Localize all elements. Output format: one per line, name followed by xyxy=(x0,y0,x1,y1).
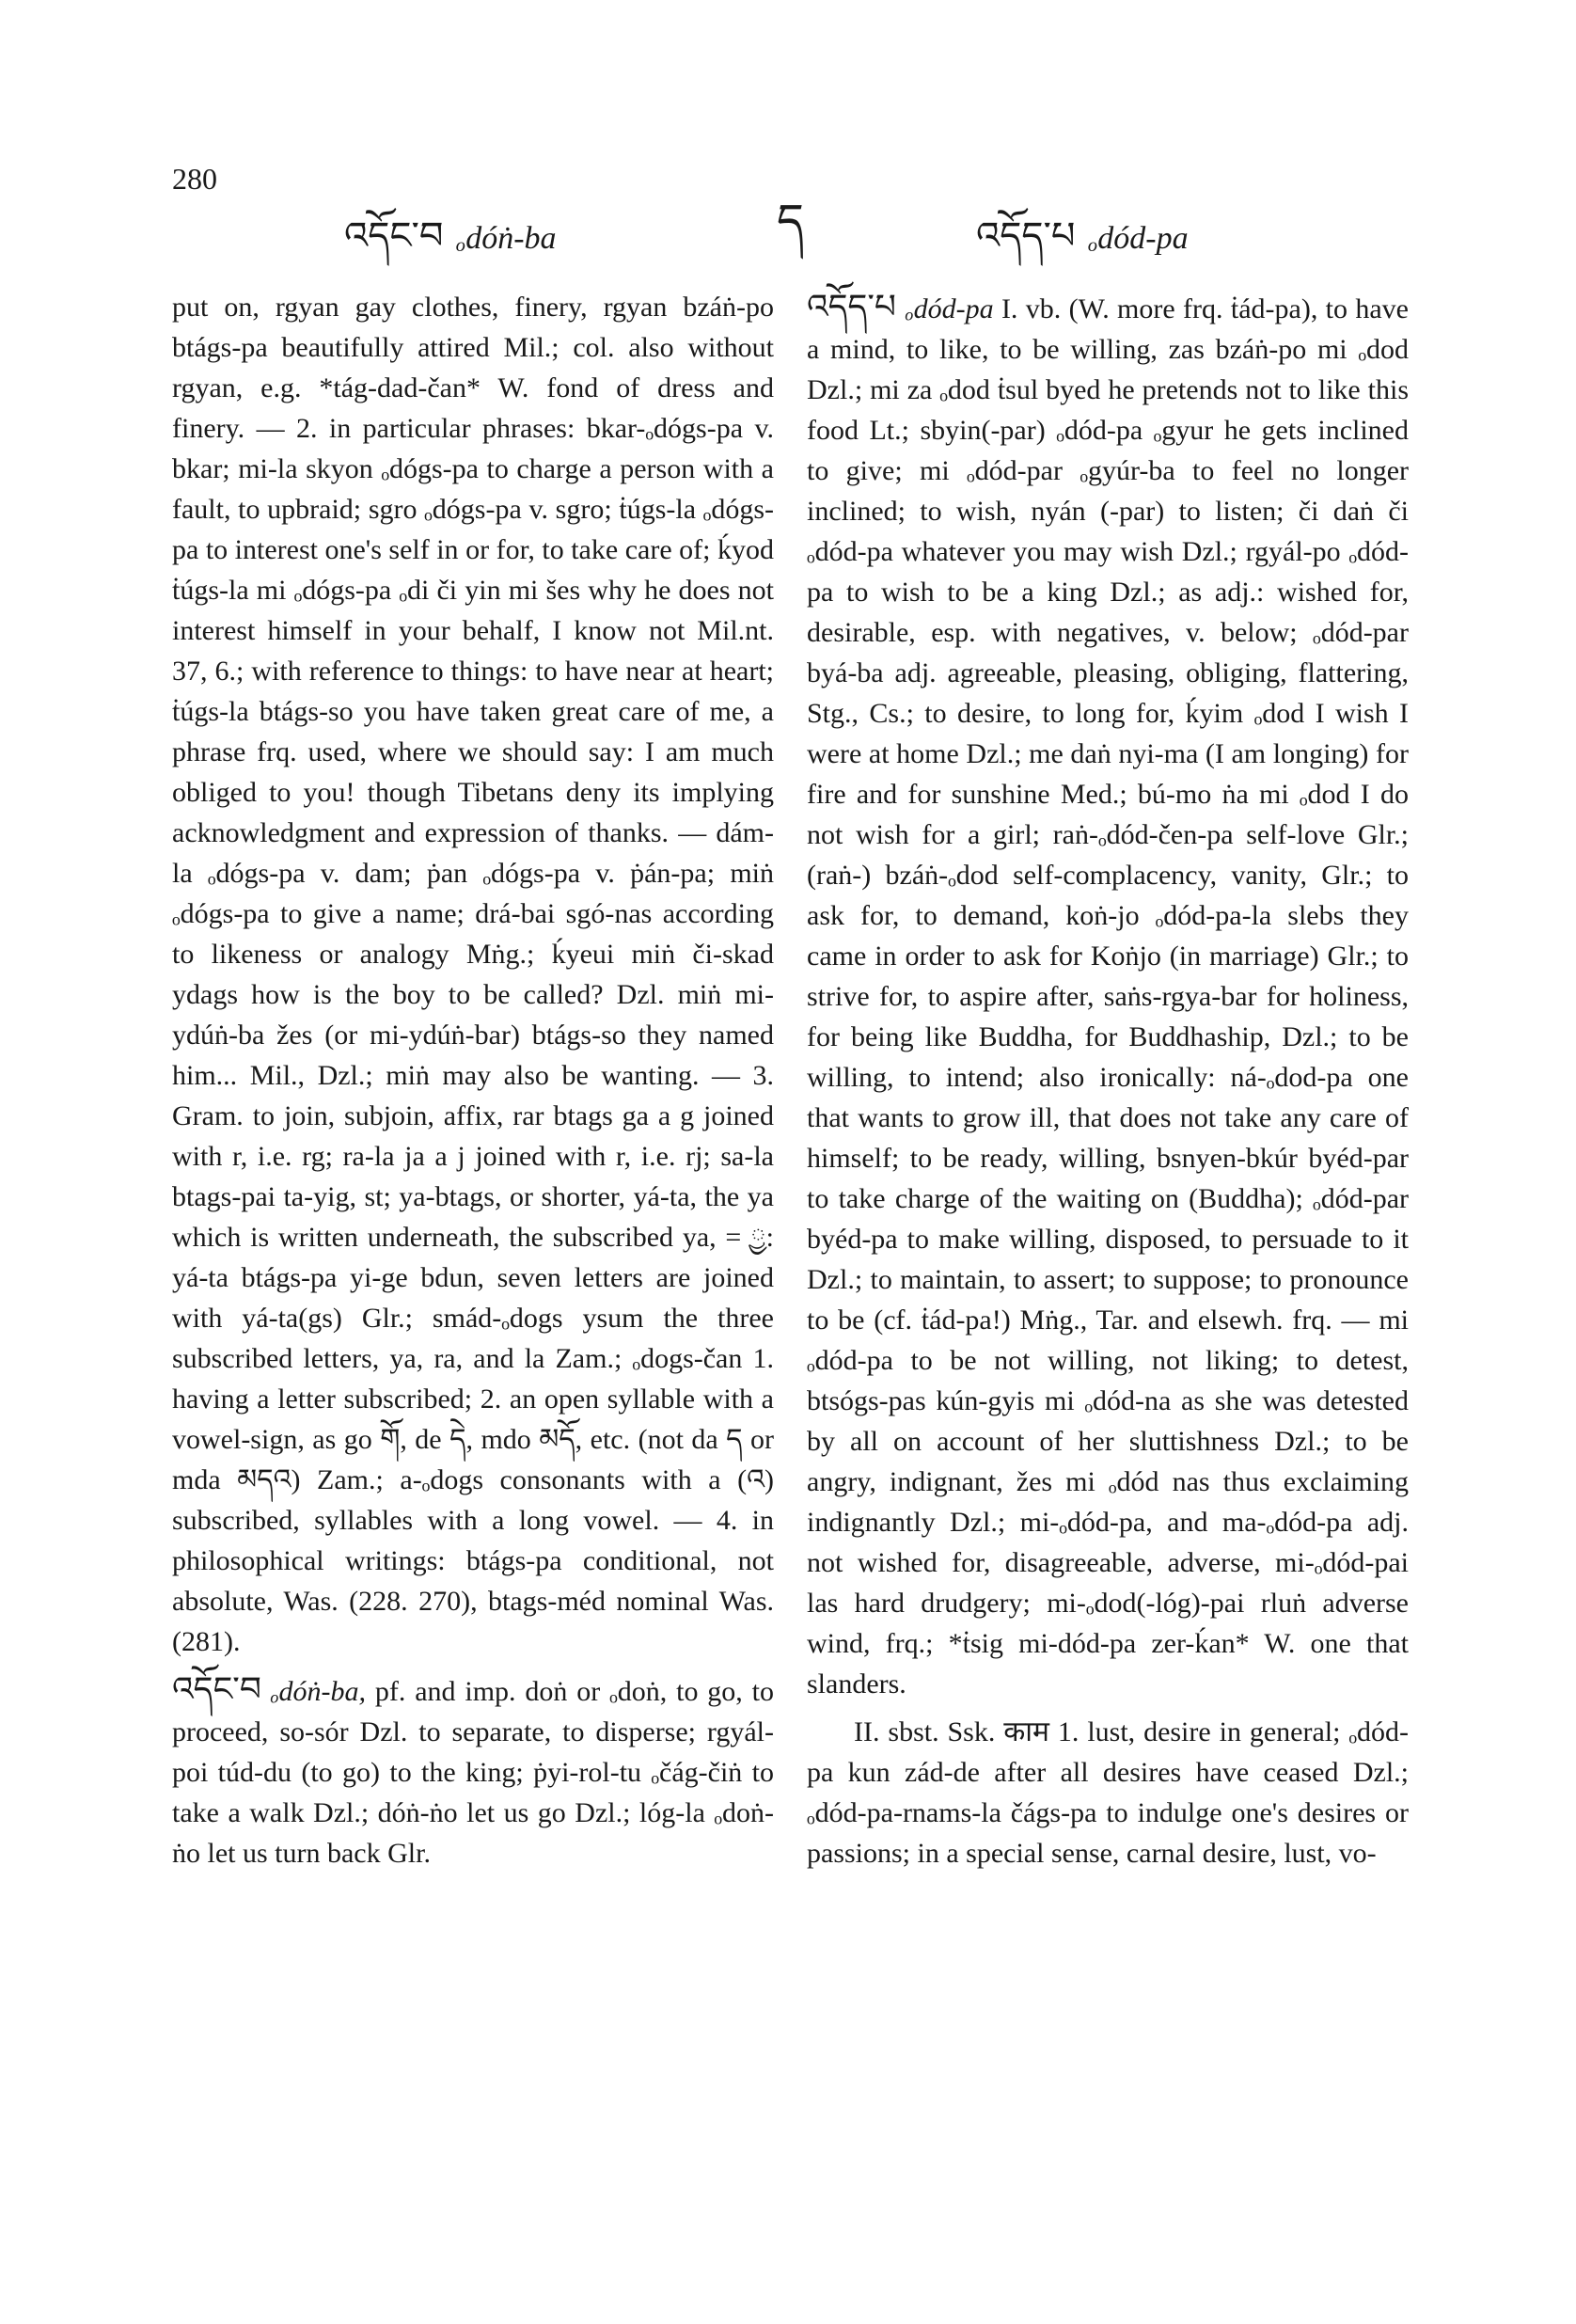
entry-text: put on, rgyan gay clothes, finery, rgyan bzáṅ-po btágs-pa beautifully attired Mil.; col. also without rgyan, e.g. *tág-dad-čan* W. fond of dress and finery. — 2. in particular phrases: bkar-ₒdógs-pa v. bkar; mi-la skyon ₒdógs-pa to charge a person with a fault, to upbraid; sgro ₒdógs-pa v. sgro; ṫúgs-la ₒdógs-pa to interest one's self in or for, to take care of; ḱyod ṫúgs-la mi ₒdógs-pa ₒdi či yin mi šes why he does not interest himself in your behalf, I know not Mil.nt. 37, 6.; with reference to things: to have near at heart; ṫúgs-la btágs-so you have taken great care of me, a phrase frq. used, where we should say: I am much obliged to you! though Tibetans deny its implying acknowledgment and expression of thanks. — dám-la ₒdógs-pa v. dam; ṗan ₒdógs-pa v. ṗán-pa; miṅ ₒdógs-pa to give a name; drá-bai sgó-nas according to likeness or analogy Mṅg.; ḱyeui miṅ či-skad ydags how is the boy to be called? Dzl. miṅ mi-ydúṅ-ba žes (or mi-ydúṅ-bar) btágs-so they named him... Mil., Dzl.; miṅ may also be wanting. — 3. Gram. to join, subjoin, affix, rar btags ga a g joined with r, i.e. rg; ra-la ja a j joined with r, i.e. rj; sa-la btags-pai ta-yig, st; ya-btags, or shorter, yá-ta, the ya which is written underneath, the subscribed ya, = ྱ: yá-ta btágs-pa yi-ge bdun, seven letters are joined with yá-ta(gs) Glr.; smád-ₒdogs ysum the three subscribed letters, ya, ra, and la Zam.; ₒdogs-čan 1. having a letter subscribed; 2. an open syllable with a vowel-sign, as go གོ, de དེ, mdo མདོ, etc. (not da ད or mda མདའ) Zam.; a-ₒdogs consonants with a (འ) subscribed, syllables with a long vowel. — 4. in philosophical writings: btágs-pa conditional, not absolute, Was. (228. 270), btags-méd nominal Was. (281). xyxy=(172,292,774,1657)
running-head-left-roman: ₒdóṅ-ba xyxy=(456,221,557,256)
entry-text: I. vb. (W. more frq. ṫád-pa), to have a mind, to like, to be willing, zas bzáṅ-po mi ₒdod Dzl.; mi za ₒdod ṫsul byed he pretends not to like this food Lt.; sbyin(-par) ₒdód-pa ₒgyur he gets inclined to give; mi ₒdód-par ₒgyúr-ba to feel no longer inclined; to wish, nyán (-par) to listen; či daṅ či ₒdód-pa whatever you may wish Dzl.; rgyál-po ₒdód-pa to wish to be a king Dzl.; as adj.: wished for, desirable, esp. with negatives, v. below; ₒdód-par byá-ba adj. agreeable, pleasing, obliging, flattering, Stg., Cs.; to desire, to long for, ḱyim ₒdod I wish I were at home Dzl.; me daṅ nyi-ma (I am longing) for fire and for sunshine Med.; bú-mo ṅa mi ₒdod I do not wish for a girl; raṅ-ₒdód-čen-pa self-love Glr.; (raṅ-) bzáṅ-ₒdod self-complacency, vanity, Glr.; to ask for, to demand, koṅ-jo ₒdód-pa-la slebs they came in order to ask for Koṅjo (in marriage) Glr.; to strive for, to aspire after, saṅs-rgya-bar for holiness, for being like Buddha, for Buddhaship, Dzl.; to be willing, to intend; also ironically: ná-ₒdod-pa one that wants to grow ill, that does not take any care of himself; to be ready, willing, bsnyen-bkúr byéd-par to take charge of the waiting on (Buddha); ₒdód-par byéd-pa to make willing, disposed, to persuade to it Dzl.; to maintain, to assert; to suppose; to pronounce to be (cf. ṫád-pa!) Mṅg., Tar. and elsewh. frq. — mi ₒdód-pa to be not willing, not liking; to detest, btsógs-pas kún-gyis mi ₒdód-na as she was detested by all on account of her sluttishness Dzl.; to be angry, indignant, žes mi ₒdód nas thus exclaiming indignantly Dzl.; mi-ₒdód-pa, and ma-ₒdód-pa adj. not wished for, disagreeable, adverse, mi-ₒdód-pai las hard drudgery; mi-ₒdod(-lóg)-pai rluṅ adverse wind, frq.; *ṫsig mi-dód-pa zer-ḱan* W. one that slanders. xyxy=(807,293,1410,1700)
section-letter: ད xyxy=(777,195,804,247)
entry-headword: འདོང་བ xyxy=(172,1670,261,1708)
running-head-right-roman: ₒdód-pa xyxy=(1088,221,1189,256)
entry-lemma: ₒdóṅ-ba, xyxy=(270,1676,366,1707)
entry-headword: འདོད་པ xyxy=(807,288,897,325)
running-head-right xyxy=(976,193,1189,299)
right-column xyxy=(807,287,1409,1881)
running-head-right-tibetan: འདོད་པ xyxy=(976,214,1076,257)
dictionary-entry xyxy=(172,1669,774,1873)
left-column xyxy=(172,287,774,1881)
dictionary-entry xyxy=(172,287,774,1662)
running-head-left-tibetan: འདོང་བ xyxy=(344,214,444,257)
page-number: 280 xyxy=(172,162,217,196)
dictionary-entry xyxy=(807,1712,1409,1873)
entry-text: II. sbst. Ssk. काम 1. lust, desire in general; ₒdód-pa kun zád-de after all desires have ceased Dzl.; ₒdód-pa-rnams-la čágs-pa to indulge one's desires or passions; in a special sense, carnal desire, lust, vo- xyxy=(807,1716,1409,1869)
entry-text: pf. and imp. doṅ or ₒdoṅ, to go, to proceed, so-sór Dzl. to separate, to disperse; rgyál-poi túd-du (to go) to the king; ṗyi-rol-tu ₒčág-čiṅ to take a walk Dzl.; dóṅ-ṅo let us go Dzl.; lóg-la ₒdoṅ-ṅo let us turn back Glr. xyxy=(172,1676,774,1869)
dictionary-entry xyxy=(807,287,1409,1704)
entry-lemma: ₒdód-pa xyxy=(906,293,994,324)
running-head-left xyxy=(344,193,557,299)
